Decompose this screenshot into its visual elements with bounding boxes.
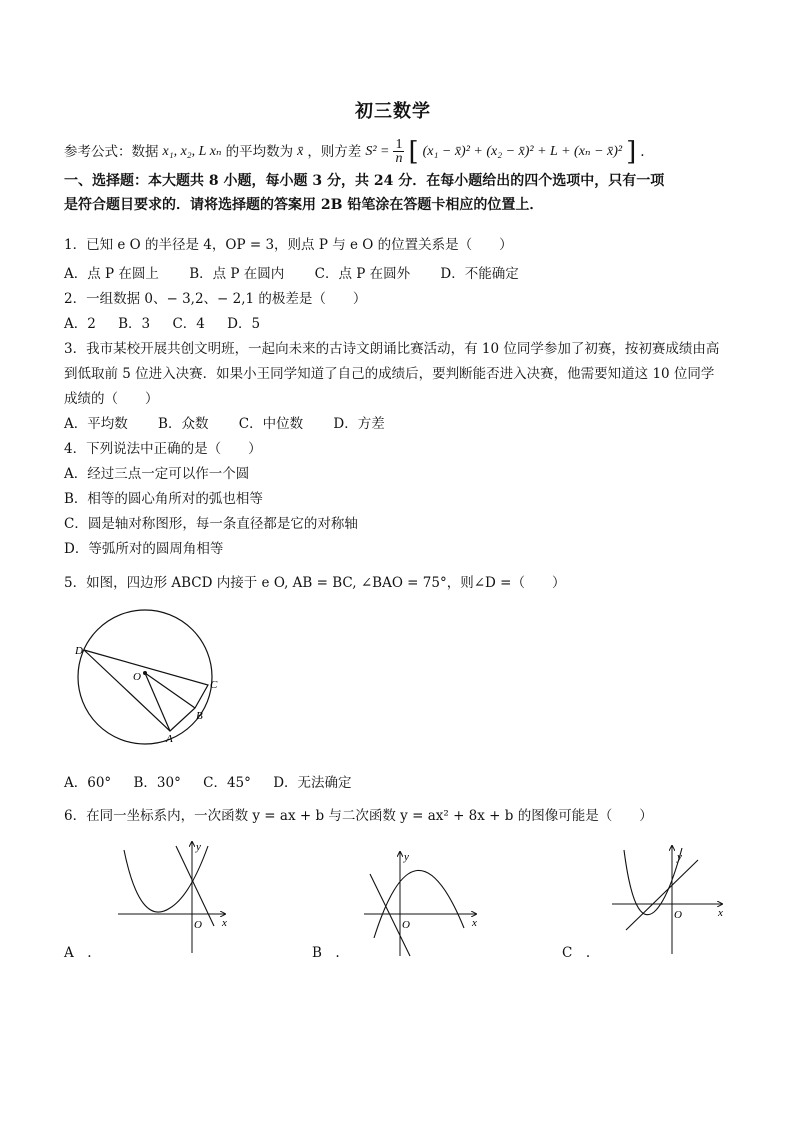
q5-option-b[interactable]: B．30°: [133, 775, 181, 791]
right-bracket: ]: [626, 136, 637, 167]
q4-option-c[interactable]: C．圆是轴对称图形，每一条直径都是它的对称轴: [64, 516, 358, 532]
parabola: [624, 848, 682, 915]
graph-c: [606, 838, 736, 958]
formula-fraction: [393, 138, 404, 165]
x-label: x: [472, 917, 477, 929]
origin-label: O: [194, 919, 202, 931]
circle-quadrilateral-figure: [70, 605, 230, 745]
q4-option-a[interactable]: A．经过三点一定可以作一个圆: [64, 466, 250, 482]
line: [370, 874, 410, 956]
question-1-options: [64, 265, 545, 283]
q3-option-a[interactable]: A．平均数: [64, 416, 128, 432]
formula-frac-den: n: [395, 151, 403, 166]
q4-option-b[interactable]: B．相等的圆心角所对的弧也相等: [64, 491, 263, 507]
line: [626, 860, 698, 930]
circle-o: [78, 610, 212, 744]
q5-option-d[interactable]: D．无法确定: [273, 775, 352, 791]
q5-option-c[interactable]: C．45°: [203, 775, 251, 791]
question-5-options: [64, 774, 370, 792]
q3-option-d[interactable]: D．方差: [333, 416, 385, 432]
q2-option-a[interactable]: A．2: [64, 316, 96, 332]
q1-option-b[interactable]: B．点 P 在圆内: [189, 266, 285, 282]
parabola: [124, 846, 208, 912]
section-header-line2: 是符合题目要求的．请将选择题的答案用 2B 铅笔涂在答题卡相应的位置上．: [64, 197, 544, 213]
graph-b: [360, 838, 490, 958]
y-label: y: [677, 851, 682, 863]
reference-formula: [64, 138, 645, 165]
question-3-line1: 3．我市某校开展共创文明班，一起向未来的古诗文朗诵比赛活动，有 10 位同学参加了初赛，按初赛成绩由高: [64, 341, 720, 357]
formula-bracket-body: (x₁ − x̄)² + (x₂ − x̄)² + L + (xₙ − x̄)²: [422, 143, 623, 159]
center-point: [143, 671, 147, 675]
formula-frac-num: 1: [395, 137, 403, 152]
q2-option-d[interactable]: D．5: [227, 316, 261, 332]
label-a: A: [166, 733, 173, 745]
y-label: y: [404, 851, 409, 863]
formula-data: x₁, x₂, L xₙ: [162, 143, 222, 159]
label-o: O: [133, 671, 141, 683]
q1-option-d[interactable]: D．不能确定: [440, 266, 519, 282]
origin-label: O: [402, 919, 410, 931]
question-2-options: [64, 315, 278, 333]
formula-variance-lhs: S² =: [365, 143, 390, 159]
parabola: [374, 870, 464, 938]
graph-a-label[interactable]: A .: [64, 945, 92, 961]
question-1-stem: 1．已知 e O 的半径是 4，OP = 3，则点 P 与 e O 的位置关系是（ ）: [64, 237, 513, 253]
label-b: B: [196, 710, 203, 722]
question-5-stem: 5．如图，四边形 ABCD 内接于 e O, AB = BC, ∠BAO = 75°，则∠D =（ ）: [64, 575, 566, 591]
formula-variance-text: ，则方差: [307, 143, 362, 160]
q3-option-c[interactable]: C．中位数: [238, 416, 304, 432]
formula-mean-symbol: x̄: [297, 143, 304, 159]
y-label: y: [196, 841, 201, 853]
question-2-stem: 2．一组数据 0、− 3,2、− 2,1 的极差是（ ）: [64, 291, 367, 307]
graph-c-label[interactable]: C .: [562, 945, 591, 961]
label-c: C: [210, 679, 218, 691]
q4-option-d[interactable]: D．等弧所对的圆周角相等: [64, 541, 224, 557]
graph-b-label[interactable]: B .: [312, 945, 340, 961]
x-label: x: [718, 907, 723, 919]
q5-option-a[interactable]: A．60°: [64, 775, 112, 791]
origin-label: O: [674, 909, 682, 921]
q1-option-a[interactable]: A．点 P 在圆上: [64, 266, 159, 282]
graph-a: [110, 838, 240, 958]
q2-option-b[interactable]: B．3: [118, 316, 151, 332]
formula-mean-text: 的平均数为: [225, 143, 294, 160]
q2-option-c[interactable]: C．4: [172, 316, 205, 332]
formula-end: .: [640, 143, 645, 160]
question-6-stem: 6．在同一坐标系内，一次函数 y = ax + b 与二次函数 y = ax² + 8x + b 的图像可能是（ ）: [64, 808, 653, 824]
question-4-stem: 4．下列说法中正确的是（ ）: [64, 441, 262, 457]
section-header-line1: 一、选择题：本大题共 8 小题，每小题 3 分，共 24 分．在每小题给出的四个选项中，只有一项: [64, 173, 665, 189]
page-title: 初三数学: [355, 101, 431, 122]
formula-lead: 参考公式：数据: [64, 143, 159, 160]
question-3-options: [64, 415, 411, 433]
question-3-line2: 到低取前 5 位进入决赛．如果小王同学知道了自己的成绩后，要判断能否进入决赛，他需要知道这 10 位同学: [64, 366, 715, 382]
q3-option-b[interactable]: B．众数: [158, 416, 209, 432]
label-d: D: [75, 645, 83, 657]
question-3-line3: 成绩的（ ）: [64, 391, 159, 407]
left-bracket: [: [408, 136, 419, 167]
x-label: x: [222, 917, 227, 929]
q1-option-c[interactable]: C．点 P 在圆外: [314, 266, 411, 282]
quadrilateral-abcd: [84, 650, 208, 731]
